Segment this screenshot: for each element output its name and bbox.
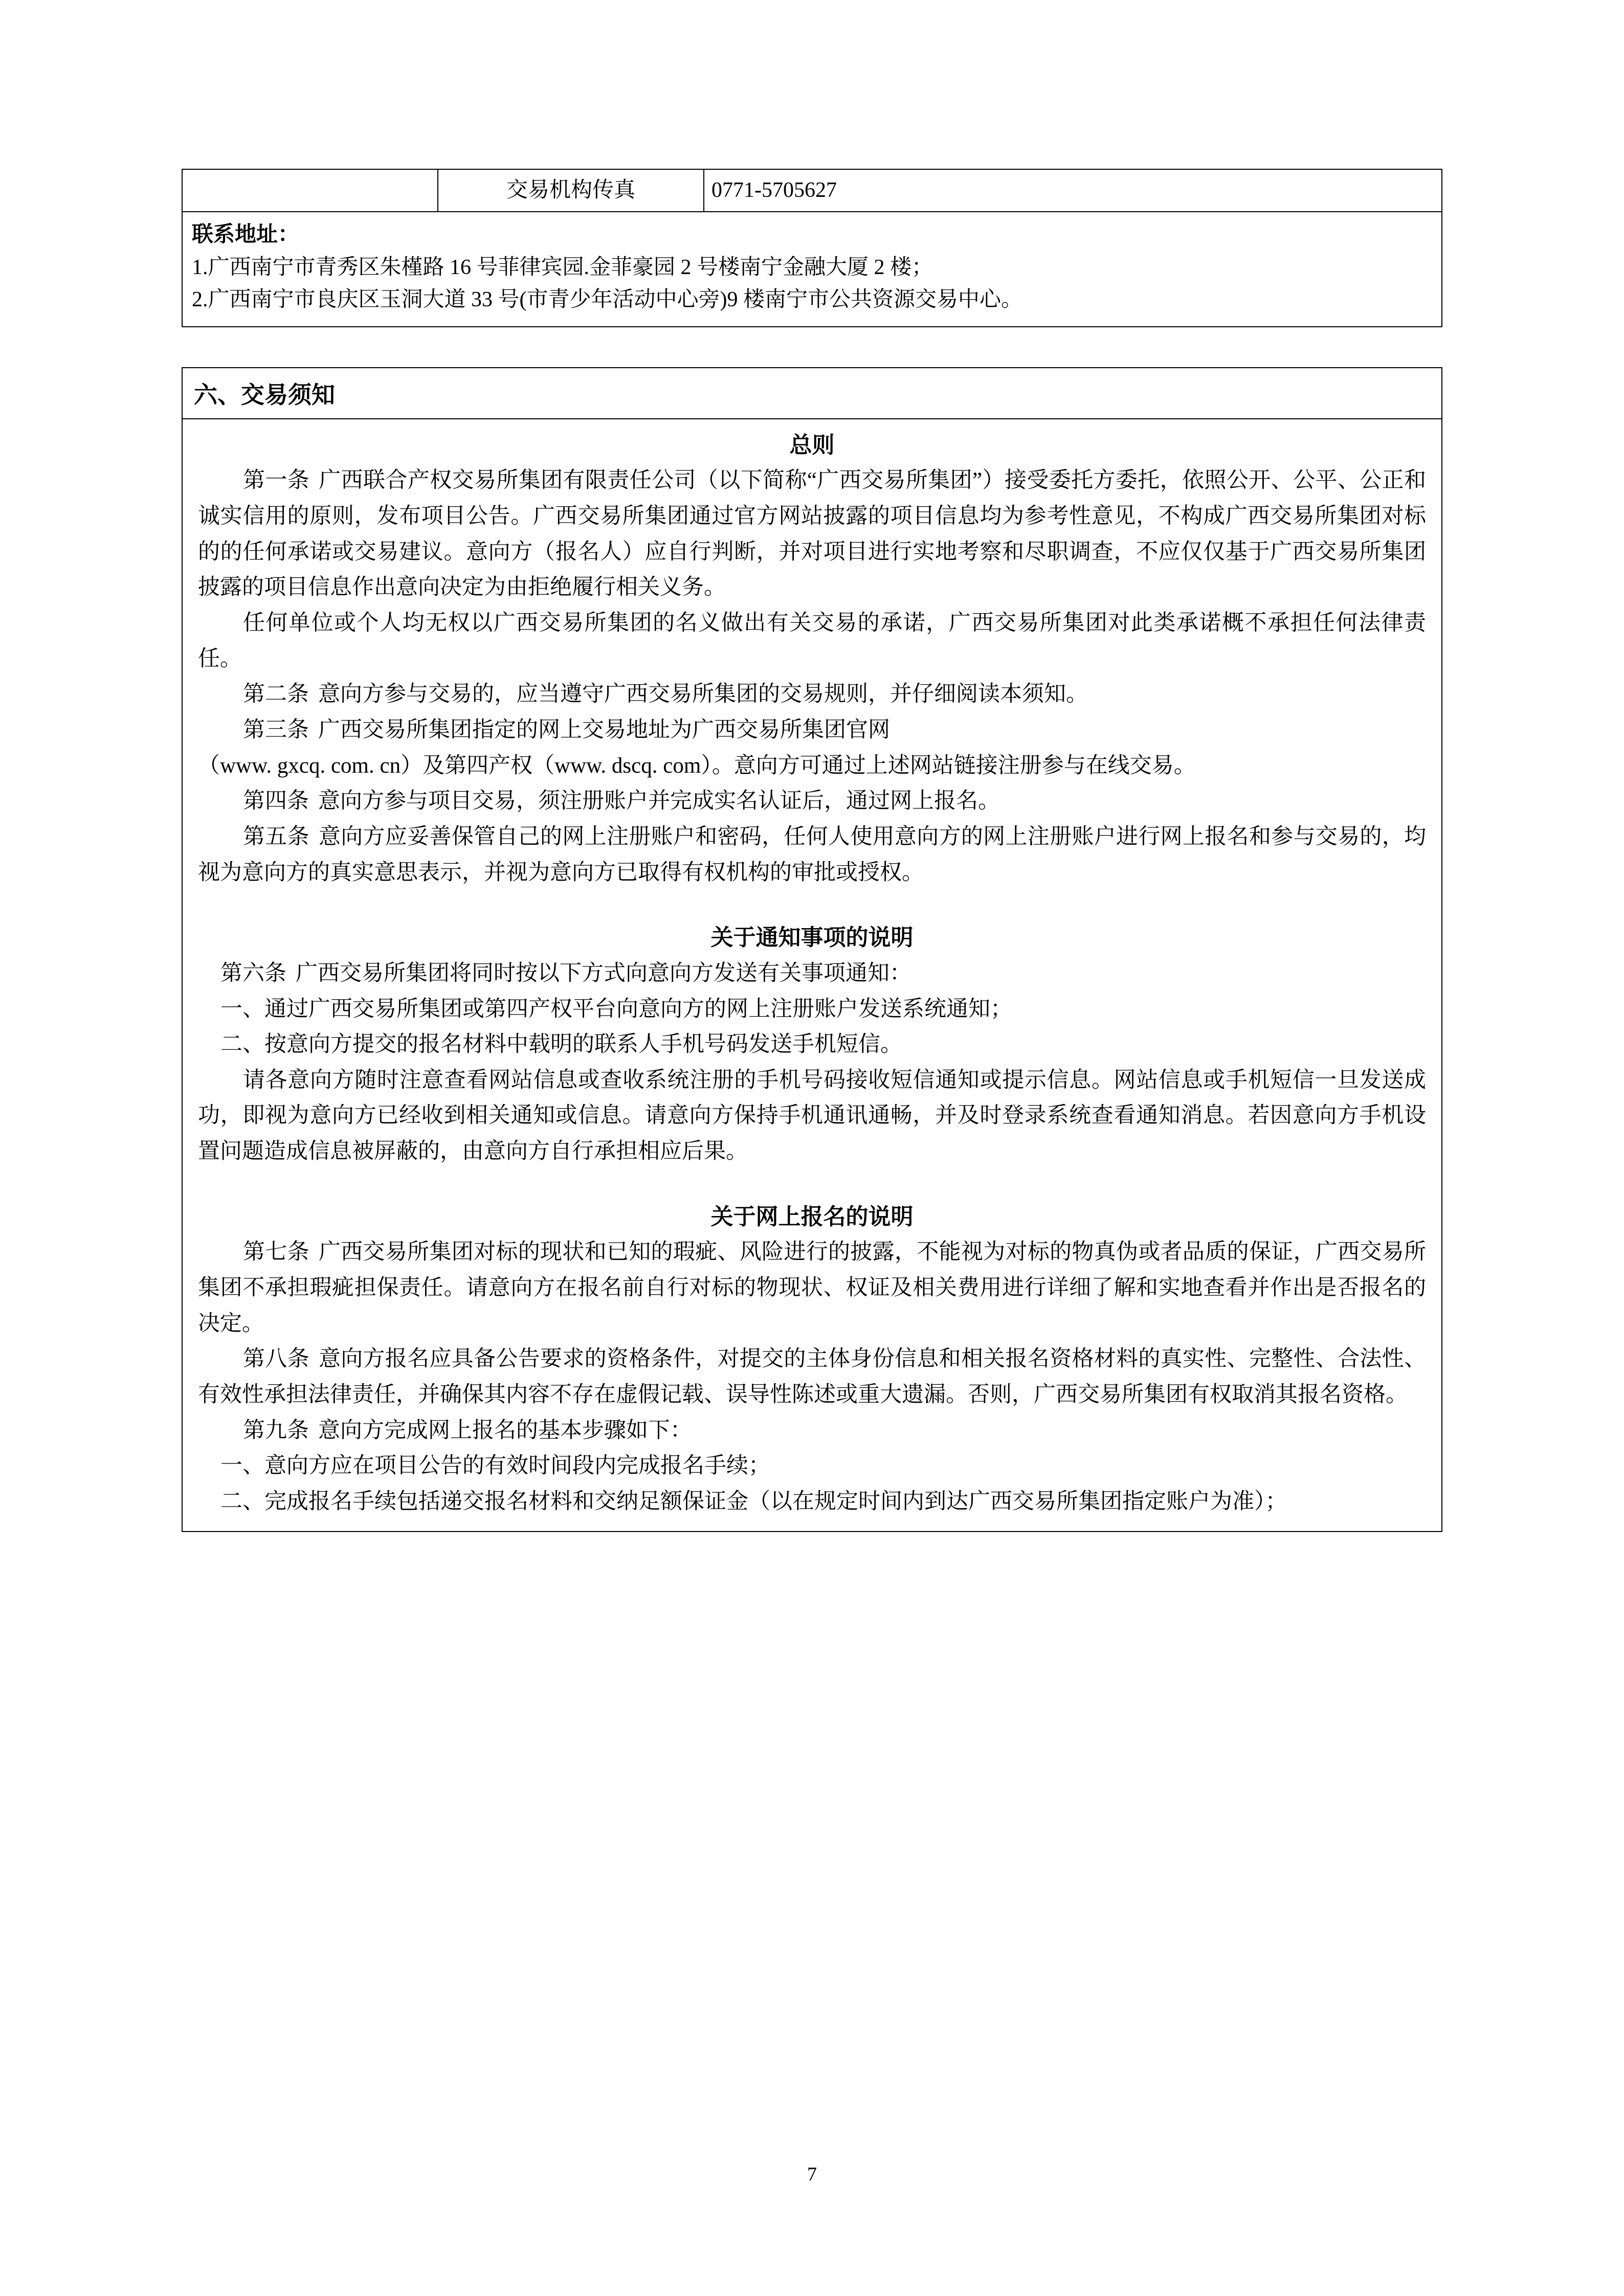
article-4-label: 第四条 — [243, 789, 309, 814]
article-8-text: 意向方报名应具备公告要求的资格条件，对提交的主体身份信息和相关报名资格材料的真实性、完整性、合法性、有效性承担法律责任，并确保其内容不存在虚假记载、误导性陈述或重大遗漏。否则，广西交易所集团有权取消其报名资格。 — [198, 1347, 1427, 1407]
article-2-label: 第二条 — [243, 682, 309, 707]
article-6-paragraph — [198, 956, 1426, 992]
article-4-paragraph — [198, 783, 1426, 819]
online-registration-title: 关于网上报名的说明 — [710, 1204, 914, 1229]
section-body — [182, 419, 1442, 1532]
page-number: 7 — [807, 2164, 817, 2185]
table-row-address — [182, 212, 1442, 327]
article-6-text: 广西交易所集团将同时按以下方式向意向方发送有关事项通知： — [296, 961, 911, 985]
article-7-paragraph — [198, 1234, 1426, 1341]
article-3-paragraph-cont: （www. gxcq. com. cn）及第四产权（www. dscq. com）。意向方可通过上述网站链接注册参与在线交易。 — [198, 753, 1196, 778]
article-3-paragraph — [198, 712, 1426, 748]
article-3-label: 第三条 — [243, 717, 309, 742]
address-line-2: 2.广西南宁市良庆区玉洞大道 33 号(市青少年活动中心旁)9 楼南宁市公共资源交易中心。 — [192, 287, 1022, 311]
article-1-label: 第一条 — [243, 468, 310, 493]
article-9-paragraph — [198, 1413, 1426, 1449]
article-9-label: 第九条 — [243, 1418, 309, 1443]
fax-label-cell: 交易机构传真 — [438, 169, 704, 212]
article-5-text: 意向方应妥善保管自己的网上注册账户和密码，任何人使用意向方的网上注册账户进行网上报名和参与交易的，均视为意向方的真实意思表示，并视为意向方已取得有权机构的审批或授权。 — [198, 824, 1427, 885]
address-line-1: 1.广西南宁市青秀区朱槿路 16 号菲律宾园.金菲豪园 2 号楼南宁金融大厦 2 楼； — [192, 255, 933, 279]
notice-attention-paragraph: 请各意向方随时注意查看网站信息或查收系统注册的手机号码接收短信通知或提示信息。网站信息或手机短信一旦发送成功，即视为意向方已经收到相关通知或信息。请意向方保持手机通讯通畅，并及时登录系统查看通知消息。若因意向方手机设置问题造成信息被屏蔽的，由意向方自行承担相应后果。 — [198, 1068, 1426, 1164]
article-8-paragraph — [198, 1341, 1426, 1412]
paragraph-no-authority: 任何单位或个人均无权以广西交易所集团的名义做出有关交易的承诺，广西交易所集团对此类承诺概不承担任何法律责任。 — [198, 611, 1426, 671]
notice-item-2: 二、按意向方提交的报名材料中载明的联系人手机号码发送手机短信。 — [220, 1032, 902, 1057]
article-5-paragraph — [198, 819, 1426, 890]
article-3-text: 广西交易所集团指定的网上交易地址为广西交易所集团官网 — [318, 717, 890, 742]
general-rules-title: 总则 — [789, 432, 835, 458]
address-cell — [182, 212, 1442, 327]
article-8-label: 第八条 — [243, 1347, 309, 1371]
article-9-text: 意向方完成网上报名的基本步骤如下： — [318, 1418, 692, 1443]
address-title: 联系地址： — [192, 222, 300, 246]
article-5-label: 第五条 — [243, 824, 309, 849]
registration-step-1: 一、意向方应在项目公告的有效时间段内完成报名手续； — [220, 1454, 770, 1478]
article-4-text: 意向方参与项目交易，须注册账户并完成实名认证后，通过网上报名。 — [318, 789, 1000, 814]
article-7-label: 第七条 — [243, 1240, 309, 1265]
table-row-fax — [182, 169, 1442, 212]
notice-section-title: 关于通知事项的说明 — [710, 925, 914, 951]
registration-step-2: 二、完成报名手续包括递交报名材料和交纳足额保证金（以在规定时间内到达广西交易所集团指定账户为准）； — [220, 1489, 1287, 1514]
fax-value-cell: 0771-5705627 — [704, 169, 1442, 212]
contact-table — [182, 169, 1442, 327]
section-heading: 六、交易须知 — [182, 367, 1442, 419]
article-2-text: 意向方参与交易的，应当遵守广西交易所集团的交易规则，并仔细阅读本须知。 — [318, 682, 1088, 707]
article-1-paragraph — [198, 463, 1426, 605]
article-7-text: 广西交易所集团对标的现状和已知的瑕疵、风险进行的披露，不能视为对标的物真伪或者品质的保证，广西交易所集团不承担瑕疵担保责任。请意向方在报名前自行对标的物现状、权证及相关费用进行详细了解和实地查看并作出是否报名的决定。 — [198, 1240, 1427, 1336]
fax-blank-cell — [182, 169, 438, 212]
article-6-label: 第六条 — [220, 961, 286, 985]
article-1-text: 广西联合产权交易所集团有限责任公司（以下简称“广西交易所集团”）接受委托方委托，依照公开、公平、公正和诚实信用的原则，发布项目公告。广西交易所集团通过官方网站披露的项目信息均为参考性意见，不构成广西交易所集团对标的的任何承诺或交易建议。意向方（报名人）应自行判断，并对项目进行实地考察和尽职调查，不应仅仅基于广西交易所集团披露的项目信息作出意向决定为由拒绝履行相关义务。 — [198, 468, 1427, 600]
article-2-paragraph — [198, 677, 1426, 712]
notice-item-1: 一、通过广西交易所集团或第四产权平台向意向方的网上注册账户发送系统通知； — [220, 997, 1012, 1021]
